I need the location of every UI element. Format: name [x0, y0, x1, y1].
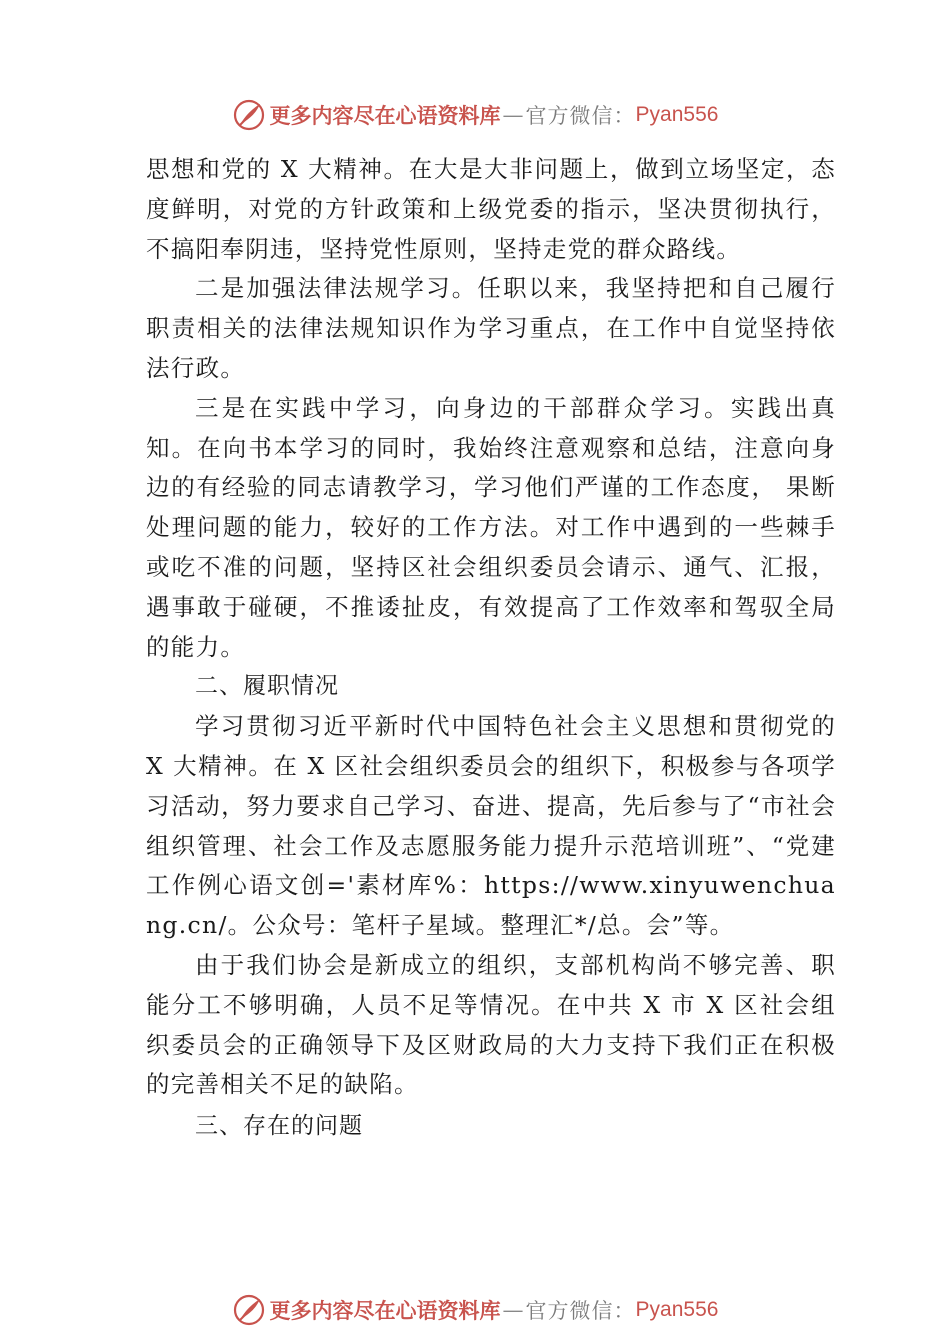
footer-wechat-label: 官方微信：: [525, 1299, 636, 1323]
header-banner: [0, 95, 950, 135]
header-wechat-id: Pyan556: [635, 103, 719, 126]
header-dash: —: [502, 103, 524, 127]
document-body: [146, 150, 836, 1147]
footer-wechat-id: Pyan556: [635, 1298, 719, 1321]
feather-quill-seal-icon: [232, 1293, 266, 1327]
paragraph-study-activities: 学习贯彻习近平新时代中国特色社会主义思想和贯彻党的 X 大精神。在 X 区社会组织委员会的组织下，积极参与各项学习活动，努力要求自己学习、奋进、提高，先后参与了“市社会组织管理、社会工作及志愿服务能力提升示范培训班”、“党建工作例心语文创='素材库%：https://www.xinyuwenchuang.cn/。公众号：笔杆子星域。整理汇*/总。会”等。: [146, 712, 836, 940]
header-brand: 更多内容尽在心语资料库: [269, 103, 501, 128]
footer-brand: 更多内容尽在心语资料库: [269, 1298, 501, 1323]
footer-banner: [0, 1290, 950, 1330]
paragraph-association-status: 由于我们协会是新成立的组织，支部机构尚不够完善、职能分工不够明确，人员不足等情况。在中共 X 市 X 区社会组织委员会的正确领导下及区财政局的大力支持下我们正在积极的完善相关不足的缺陷。: [146, 950, 836, 1099]
footer-dash: —: [502, 1298, 524, 1322]
section-heading-problems: 三、存在的问题: [195, 1113, 363, 1140]
header-wechat-label: 官方微信：: [525, 104, 636, 128]
section-heading-duty: 二、履职情况: [195, 673, 339, 700]
feather-quill-seal-icon: [232, 98, 266, 132]
paragraph-continuation: 思想和党的 X 大精神。在大是大非问题上，做到立场坚定，态度鲜明，对党的方针政策和上级党委的指示，坚决贯彻执行，不搞阳奉阴违，坚持党性原则，坚持走党的群众路线。: [146, 155, 836, 263]
paragraph-practice-study: 三是在实践中学习，向身边的干部群众学习。实践出真知。在向书本学习的同时，我始终注意观察和总结，注意向身边的有经验的同志请教学习，学习他们严谨的工作态度， 果断处理问题的能力，较好的工作方法。对工作中遇到的一些棘手或吃不准的问题，坚持区社会组织委员会请示、通气、汇报，遇事敢于碰硬，不推诿扯皮，有效提高了工作效率和驾驭全局的能力。: [146, 393, 836, 661]
paragraph-law-study: 二是加强法律法规学习。任职以来，我坚持把和自己履行职责相关的法律法规知识作为学习重点，在工作中自觉坚持依法行政。: [146, 274, 836, 382]
